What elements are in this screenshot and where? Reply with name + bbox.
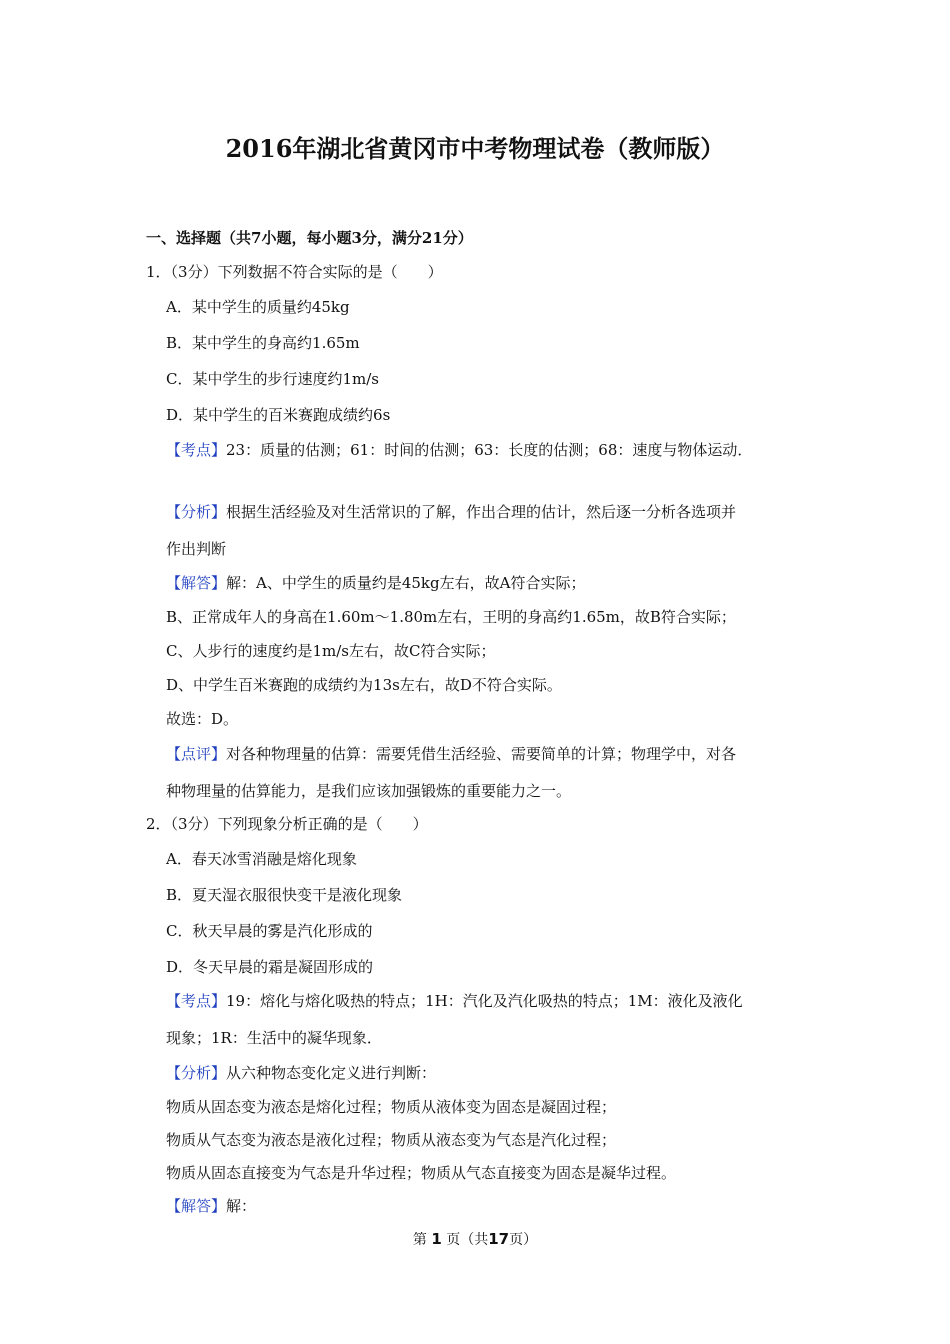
q2-fenxi-text: 从六种物态变化定义进行判断： xyxy=(226,1064,437,1082)
kaodian-tag: 【考点】 xyxy=(166,992,227,1010)
q2-kaodian xyxy=(166,991,743,1011)
q2-kaodian-cont: 现象；1R：生活中的凝华现象． xyxy=(166,1029,382,1047)
q1-jieda xyxy=(166,573,585,593)
q1-kaodian-text: 23：质量的估测；61：时间的估测；63：长度的估测；68：速度与物体运动． xyxy=(226,441,753,459)
q1-fenxi-cont: 作出判断 xyxy=(166,540,227,558)
q1-jieda-line-3: C、人步行的速度约是1m/s左右，故C符合实际； xyxy=(166,642,496,660)
kaodian-tag: 【考点】 xyxy=(166,441,227,459)
q1-kaodian xyxy=(166,440,752,460)
q2-option-d: D．冬天早晨的霜是凝固形成的 xyxy=(166,958,374,976)
q2-option-b: B．夏天湿衣服很快变干是液化现象 xyxy=(166,886,403,904)
q1-option-c: C．某中学生的步行速度约1m/s xyxy=(166,370,379,388)
q1-jieda-line-5: 故选：D。 xyxy=(166,710,239,728)
q2-fenxi-line-3: 物质从固态直接变为气态是升华过程；物质从气态直接变为固态是凝华过程。 xyxy=(166,1164,677,1182)
q2-jieda xyxy=(166,1196,256,1216)
q1-jieda-line-2: B、正常成年人的身高在1.60m～1.80m左右，王明的身高约1.65m，故B符合实际； xyxy=(166,608,736,626)
document-title: 2016年湖北省黄冈市中考物理试卷（教师版） xyxy=(225,134,725,163)
fenxi-tag: 【分析】 xyxy=(166,503,227,521)
q1-fenxi-text: 根据生活经验及对生活常识的了解，作出合理的估计，然后逐一分析各选项并 xyxy=(226,503,737,521)
page-total: 17 xyxy=(488,1230,510,1248)
q2-fenxi-line-1: 物质从固态变为液态是熔化过程；物质从液体变为固态是凝固过程； xyxy=(166,1098,617,1116)
q1-jieda-text: 解：A、中学生的质量约是45kg左右，故A符合实际； xyxy=(226,574,586,592)
q2-kaodian-text: 19：熔化与熔化吸热的特点；1H：汽化及汽化吸热的特点；1M：液化及液化 xyxy=(226,992,743,1010)
q1-fenxi xyxy=(166,502,736,522)
q1-option-b: B．某中学生的身高约1.65m xyxy=(166,334,360,352)
footer-prefix: 第 xyxy=(412,1232,427,1248)
fenxi-tag: 【分析】 xyxy=(166,1064,227,1082)
q1-dianping-cont: 种物理量的估算能力，是我们应该加强锻炼的重要能力之一。 xyxy=(166,782,572,800)
page-number: 1 xyxy=(431,1230,442,1248)
footer-middle: 页（共 xyxy=(446,1232,489,1248)
jieda-tag: 【解答】 xyxy=(166,1197,227,1215)
q1-dianping-text: 对各种物理量的估算：需要凭借生活经验、需要简单的计算；物理学中，对各 xyxy=(226,745,737,763)
q1-option-d: D．某中学生的百米赛跑成绩约6s xyxy=(166,406,391,424)
question-1-stem: 1．（3分）下列数据不符合实际的是（ ） xyxy=(146,263,443,281)
footer-suffix: 页） xyxy=(509,1232,538,1248)
q2-fenxi-line-2: 物质从气态变为液态是液化过程；物质从液态变为气态是汽化过程； xyxy=(166,1131,617,1149)
q2-option-c: C．秋天早晨的雾是汽化形成的 xyxy=(166,922,373,940)
q2-jieda-text: 解： xyxy=(226,1197,257,1215)
page-footer xyxy=(0,1229,950,1250)
q1-option-a: A．某中学生的质量约45kg xyxy=(166,298,350,316)
jieda-tag: 【解答】 xyxy=(166,574,227,592)
q2-option-a: A．春天冰雪消融是熔化现象 xyxy=(166,850,357,868)
question-2-stem: 2．（3分）下列现象分析正确的是（ ） xyxy=(146,815,428,833)
q1-dianping xyxy=(166,744,736,764)
section-heading: 一、选择题（共7小题，每小题3分，满分21分） xyxy=(146,229,473,247)
q1-jieda-line-4: D、中学生百米赛跑的成绩约为13s左右，故D不符合实际。 xyxy=(166,676,562,694)
dianping-tag: 【点评】 xyxy=(166,745,227,763)
q2-fenxi xyxy=(166,1063,436,1083)
